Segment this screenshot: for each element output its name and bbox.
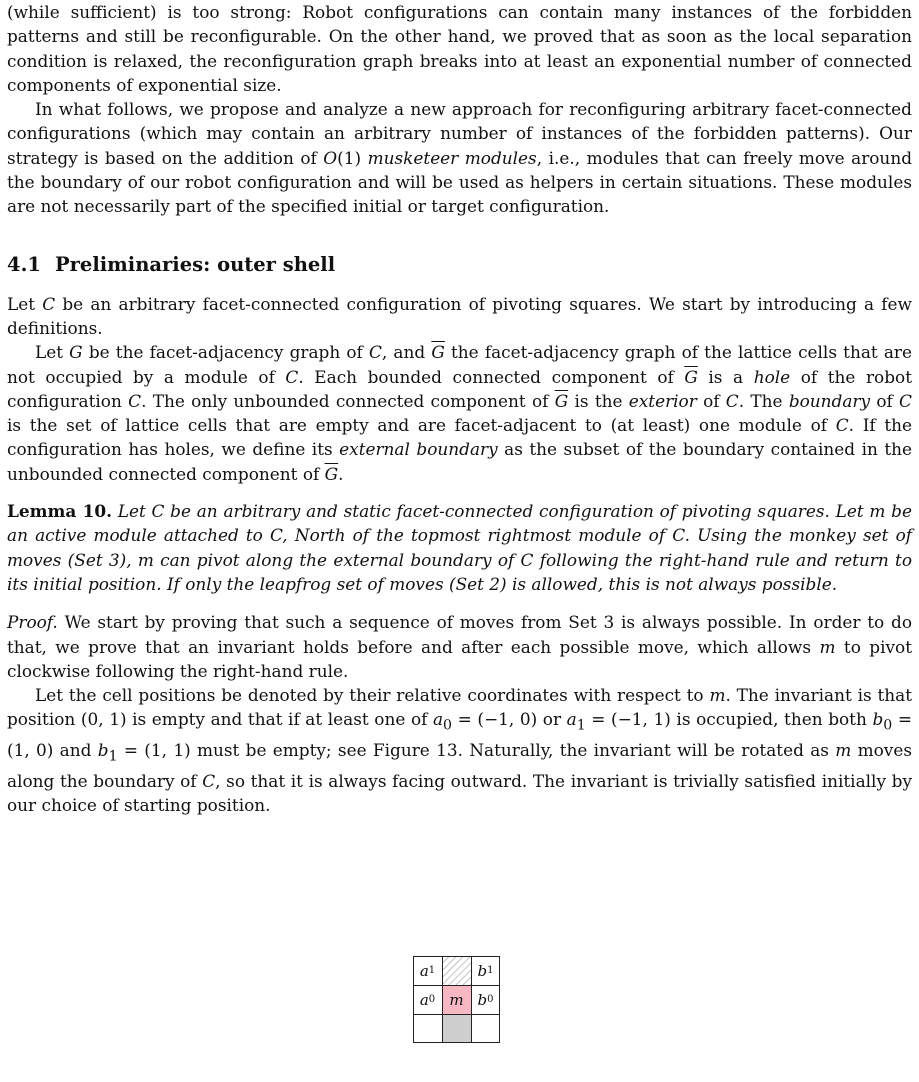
proof-paragraph <box>7 610 912 683</box>
cell-occupied <box>442 1014 471 1043</box>
text: moves along the boundary of <box>7 740 912 791</box>
math: m <box>709 685 726 706</box>
paragraph-2 <box>7 97 912 218</box>
text: Let the cell positions be denoted by their relative coordinates with respect to <box>35 685 710 706</box>
text: as the subset of the boundary contained in the unbounded connected component of <box>7 439 913 484</box>
math: a <box>432 709 444 730</box>
text: of the robot configuration <box>7 366 912 411</box>
math: C <box>128 390 142 411</box>
cell-empty-hatched <box>442 956 471 985</box>
math: C <box>368 342 382 363</box>
math: C <box>899 390 912 411</box>
math: b <box>97 740 109 761</box>
text: = (1, 1) must be empty; see Figure 13. Naturally, the invariant will be rotated as <box>117 740 836 761</box>
math: C <box>285 366 299 387</box>
emphasis: exterior <box>628 390 697 411</box>
math: $\overline{G}$ <box>431 342 445 363</box>
text: . If the configuration has holes, we define its <box>7 415 912 460</box>
math: a <box>566 709 577 730</box>
subscript: 1 <box>576 717 586 734</box>
math: $\overline{G}$ <box>324 463 339 484</box>
hatch-pattern-icon <box>442 956 471 985</box>
cell-label: a <box>419 961 429 980</box>
math: C <box>42 293 56 314</box>
section-title: Preliminaries: outer shell <box>55 252 336 276</box>
section-heading <box>7 252 912 278</box>
cell-subscript: 1 <box>487 965 494 976</box>
emphasis: hole <box>753 366 791 387</box>
math: $\overline{G}$ <box>554 390 569 411</box>
paragraph-1 <box>7 0 912 97</box>
emphasis: external boundary <box>339 439 498 460</box>
text: the facet-adjacency graph of the lattice cells that are not occupied by a module of <box>7 342 912 387</box>
math: $\overline{G}$ <box>684 366 698 387</box>
math: C <box>725 390 739 411</box>
math: m <box>819 636 836 657</box>
text: (while sufficient) is too strong: Robot configurations can contain many instances of the forbidden patterns and still be reconfigurable. On the other hand, we proved that as soon as the local separation condition is relaxed, the reconfiguration graph breaks into at least an exponential number of connected components of exponential size. <box>7 2 912 95</box>
grid-line <box>413 985 500 986</box>
text: Let <box>7 293 43 314</box>
cell-b1 <box>471 956 500 985</box>
cell-label: b <box>477 961 488 980</box>
cell-subscript: 0 <box>428 994 436 1005</box>
math: m <box>835 740 852 761</box>
grid-line <box>413 956 414 1043</box>
emphasis: musketeer modules <box>367 147 537 168</box>
invariant-grid <box>413 956 500 1043</box>
lemma <box>7 499 912 596</box>
text: . Each bounded connected component of <box>298 366 685 387</box>
lemma-title: Lemma 10. <box>7 501 112 522</box>
cell-a0 <box>413 985 442 1014</box>
grid-line <box>471 956 472 1043</box>
text: be an arbitrary facet-connected configuration of pivoting squares. We start by introducing a few definitions. <box>7 293 912 338</box>
cell-a1 <box>413 956 442 985</box>
figure-invariant-grid <box>413 956 500 1043</box>
math: G <box>69 342 83 363</box>
text: of <box>696 390 726 411</box>
cell-subscript: 0 <box>487 994 494 1005</box>
grid-line <box>499 956 500 1043</box>
subscript: 0 <box>443 717 453 734</box>
subscript: 1 <box>108 748 118 765</box>
text: = (−1, 0) or <box>452 709 567 730</box>
invariant-paragraph <box>7 683 912 817</box>
math: O <box>323 147 338 168</box>
text: is a <box>697 366 754 387</box>
text: to pivot clockwise following the right-hand rule. <box>7 636 912 681</box>
subscript: 0 <box>883 717 893 734</box>
cell-label: m <box>449 990 464 1009</box>
paragraph-4 <box>7 340 912 486</box>
cell-subscript: 1 <box>428 965 436 976</box>
text: is the <box>568 390 629 411</box>
paragraph-3 <box>7 292 912 341</box>
cell-b0 <box>471 985 500 1014</box>
grid-line <box>442 956 443 1043</box>
text: Let <box>35 342 70 363</box>
text: be the facet-adjacency graph of <box>82 342 369 363</box>
grid-line <box>413 1042 500 1043</box>
section-number: 4.1 <box>7 252 41 276</box>
cell-label: a <box>419 990 429 1009</box>
text: . The invariant is that position (0, 1) is empty and that if at least one of <box>7 685 912 730</box>
text: . <box>338 463 344 484</box>
cell-label: b <box>477 990 488 1009</box>
text: , so that it is always facing outward. The invariant is trivially satisfied initially by our choice of starting position. <box>7 770 912 816</box>
math: C <box>202 770 216 791</box>
emphasis: boundary <box>788 390 871 411</box>
grid-line <box>413 956 500 957</box>
math: C <box>835 415 849 436</box>
text: In what follows, we propose and analyze a new approach for reconfiguring arbitrary facet-connected configurations (which may contain an arbitrary number of instances of the forbidden patterns). Our strategy is based on the addition of <box>7 99 912 168</box>
text: = (1, 0) and <box>7 709 912 761</box>
grid-line <box>413 1014 500 1015</box>
text: is the set of lattice cells that are empty and are facet-adjacent to (at least) one module of <box>7 415 836 436</box>
proof-label: Proof. <box>7 612 58 633</box>
text: . The <box>738 390 789 411</box>
text: We start by proving that such a sequence of moves from Set 3 is always possible. In order to do that, we prove that an invariant holds before and after each possible move, which allows <box>7 612 912 657</box>
text: , i.e., modules that can freely move around the boundary of our robot configuration and will be used as helpers in certain situations. These modules are not necessarily part of the specified initial or target configuration. <box>7 147 913 217</box>
paper-page <box>7 0 912 817</box>
lemma-body: Let C be an arbitrary and static facet-connected configuration of pivoting squares. Let m be an active module attached to C, North of the topmost rightmost module of C. Using the monkey set of moves (Set 3), m can pivot along the external boundary of C following the right-hand rule and return to its initial position. If only the leapfrog set of moves (Set 2) is allowed, this is not always possible. <box>7 501 912 594</box>
text: (1) <box>337 147 368 168</box>
text: of <box>870 390 900 411</box>
text: . The only unbounded connected component of <box>141 390 555 411</box>
cell-module-m <box>442 985 471 1014</box>
text: , and <box>381 342 432 363</box>
math: b <box>872 709 884 730</box>
text: = (−1, 1) is occupied, then both <box>585 709 873 730</box>
